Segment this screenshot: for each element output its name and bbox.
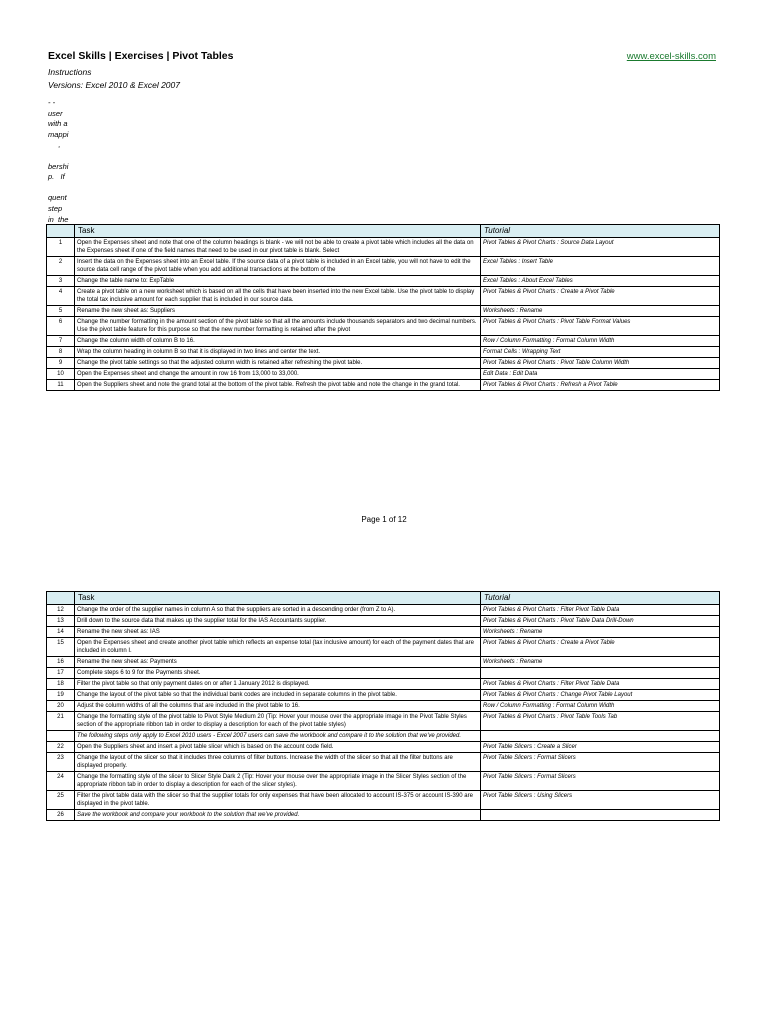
- page-number: Page 1 of 12: [361, 515, 407, 524]
- instructions-label: Instructions: [48, 67, 92, 77]
- tutorial-reference: Row / Column Formatting : Format Column Width: [481, 701, 720, 712]
- task-description: Change the pivot table settings so that the adjusted column width is retained after refreshing the pivot table.: [75, 358, 481, 369]
- task-description: Change the order of the supplier names in column A so that the suppliers are sorted in a descending order (from Z to A).: [75, 605, 481, 616]
- task-description: Create a pivot table on a new worksheet which is based on all the cells that have been inserted into the new Excel table. Use the pivot table to display the total tax inclusive amount for each supplier that is included in our source data.: [75, 287, 481, 306]
- table-row: [47, 627, 720, 638]
- tutorial-reference: Pivot Tables & Pivot Charts : Create a Pivot Table: [481, 287, 720, 306]
- table-row: [47, 306, 720, 317]
- clipped-side-text: - - user with a mappi , bershi p. If quent step in the: [48, 98, 69, 224]
- table-row: [47, 701, 720, 712]
- tutorial-reference: Pivot Tables & Pivot Charts : Pivot Table Tools Tab: [481, 712, 720, 731]
- table-header-row: [47, 225, 720, 238]
- tutorial-reference: Pivot Tables & Pivot Charts : Filter Pivot Table Data: [481, 679, 720, 690]
- tutorial-reference: [481, 668, 720, 679]
- task-number: 12: [47, 605, 75, 616]
- table-row: [47, 605, 720, 616]
- tutorial-reference: Worksheets : Rename: [481, 657, 720, 668]
- task-description: Change the formatting style of the slicer to Slicer Style Dark 2 (Tip: Hover your mouse over the appropriate image in the Slicer Styles section of the appropriate ribbon tab in order to display a description for each of the slicer styles).: [75, 772, 481, 791]
- tutorial-reference: Edit Data : Edit Data: [481, 369, 720, 380]
- task-description: Complete steps 6 to 9 for the Payments sheet.: [75, 668, 481, 679]
- task-number: 13: [47, 616, 75, 627]
- task-description: Change the column width of column B to 16.: [75, 336, 481, 347]
- tutorial-reference: Row / Column Formatting : Format Column Width: [481, 336, 720, 347]
- task-number: 23: [47, 753, 75, 772]
- header-task: Task: [75, 225, 481, 238]
- task-number: [47, 731, 75, 742]
- task-description: Rename the new sheet as: IAS: [75, 627, 481, 638]
- table-row: [47, 657, 720, 668]
- task-description: Change the layout of the slicer so that it includes three columns of filter buttons. Increase the width of the slicer so that all the filter buttons are displayed properly.: [75, 753, 481, 772]
- task-description: Filter the pivot table so that only payment dates on or after 1 January 2012 is displayed.: [75, 679, 481, 690]
- task-number: 21: [47, 712, 75, 731]
- table-row: [47, 257, 720, 276]
- task-description: Open the Expenses sheet and note that one of the column headings is blank - we will not be able to create a pivot table which includes all the data on the Expenses sheet if one of the field names that need to be used in our pivot table is blank. Select: [75, 238, 481, 257]
- table-header-row: [47, 592, 720, 605]
- tutorial-reference: [481, 810, 720, 821]
- task-description: Open the Expenses sheet and create another pivot table which reflects an expense total (tax inclusive amount) for each of the payment dates that are included in column I.: [75, 638, 481, 657]
- tutorial-reference: Pivot Tables & Pivot Charts : Pivot Table Data Drill-Down: [481, 616, 720, 627]
- table-row: [47, 638, 720, 657]
- task-number: 26: [47, 810, 75, 821]
- header-tutorial: Tutorial: [481, 592, 720, 605]
- task-number: 11: [47, 380, 75, 391]
- table-row: [47, 358, 720, 369]
- tutorial-reference: Pivot Tables & Pivot Charts : Source Data Layout: [481, 238, 720, 257]
- task-number: 14: [47, 627, 75, 638]
- table-row: [47, 690, 720, 701]
- table-row: [47, 731, 720, 742]
- task-description: The following steps only apply to Excel 2010 users - Excel 2007 users can save the workbook and compare it to the solution that we've provided.: [75, 731, 481, 742]
- website-link[interactable]: www.excel-skills.com: [626, 51, 716, 62]
- header-task: Task: [75, 592, 481, 605]
- task-table-page-2: [46, 591, 720, 821]
- tutorial-reference: Pivot Tables & Pivot Charts : Pivot Table Column Width: [481, 358, 720, 369]
- tutorial-reference: Pivot Tables & Pivot Charts : Refresh a Pivot Table: [481, 380, 720, 391]
- task-number: 3: [47, 276, 75, 287]
- tutorial-reference: Pivot Tables & Pivot Charts : Create a Pivot Table: [481, 638, 720, 657]
- tutorial-reference: Pivot Table Slicers : Using Slicers: [481, 791, 720, 810]
- table-row: [47, 772, 720, 791]
- table-row: [47, 668, 720, 679]
- task-number: 24: [47, 772, 75, 791]
- table-row: [47, 616, 720, 627]
- header-num: [47, 225, 75, 238]
- task-number: 7: [47, 336, 75, 347]
- task-number: 5: [47, 306, 75, 317]
- table-row: [47, 287, 720, 306]
- task-description: Change the formatting style of the pivot table to Pivot Style Medium 20 (Tip: Hover your mouse over the appropriate image in the Pivot Table Styles section of the appropriate ribbon tab in order to display a description for each of the pivot table styles): [75, 712, 481, 731]
- task-number: 9: [47, 358, 75, 369]
- versions-label: Versions: Excel 2010 & Excel 2007: [48, 80, 180, 90]
- task-description: Change the layout of the pivot table so that the individual bank codes are included in separate columns in the pivot table.: [75, 690, 481, 701]
- task-description: Open the Expenses sheet and change the amount in row 16 from 13,000 to 33,000.: [75, 369, 481, 380]
- tutorial-reference: Pivot Tables & Pivot Charts : Pivot Table Format Values: [481, 317, 720, 336]
- task-table-page-1: [46, 224, 720, 391]
- task-number: 6: [47, 317, 75, 336]
- table-row: [47, 238, 720, 257]
- tutorial-reference: Pivot Table Slicers : Format Slicers: [481, 753, 720, 772]
- task-description: Change the table name to: ExpTable: [75, 276, 481, 287]
- tutorial-reference: Worksheets : Rename: [481, 627, 720, 638]
- task-number: 2: [47, 257, 75, 276]
- task-number: 18: [47, 679, 75, 690]
- tutorial-reference: [481, 731, 720, 742]
- task-description: Drill down to the source data that makes up the supplier total for the IAS Accountants supplier.: [75, 616, 481, 627]
- tutorial-reference: Excel Tables : About Excel Tables: [481, 276, 720, 287]
- tutorial-reference: Worksheets : Rename: [481, 306, 720, 317]
- task-number: 22: [47, 742, 75, 753]
- tutorial-reference: Pivot Tables & Pivot Charts : Change Pivot Table Layout: [481, 690, 720, 701]
- task-number: 20: [47, 701, 75, 712]
- task-number: 15: [47, 638, 75, 657]
- task-number: 17: [47, 668, 75, 679]
- task-number: 19: [47, 690, 75, 701]
- table-row: [47, 380, 720, 391]
- task-description: Insert the data on the Expenses sheet into an Excel table. If the source data of a pivot table is included in an Excel table, you will not have to edit the source data cell range of the pivot table when you add additional transactions at the bottom of the: [75, 257, 481, 276]
- tutorial-reference: Excel Tables : Insert Table: [481, 257, 720, 276]
- task-number: 4: [47, 287, 75, 306]
- task-description: Wrap the column heading in column B so that it is displayed in two lines and center the text.: [75, 347, 481, 358]
- table-row: [47, 810, 720, 821]
- tutorial-reference: Pivot Table Slicers : Create a Slicer: [481, 742, 720, 753]
- table-row: [47, 317, 720, 336]
- table-row: [47, 369, 720, 380]
- table-row: [47, 336, 720, 347]
- task-description: Rename the new sheet as: Payments: [75, 657, 481, 668]
- task-description: Open the Suppliers sheet and note the grand total at the bottom of the pivot table. Refresh the pivot table and note the change in the grand total.: [75, 380, 481, 391]
- task-description: Save the workbook and compare your workbook to the solution that we've provided.: [75, 810, 481, 821]
- header-tutorial: Tutorial: [481, 225, 720, 238]
- task-description: Filter the pivot table data with the slicer so that the supplier totals for only expenses that have been allocated to account IS-375 or account IS-390 are displayed in the pivot table.: [75, 791, 481, 810]
- table-row: [47, 276, 720, 287]
- table-row: [47, 742, 720, 753]
- doc-title: Excel Skills | Exercises | Pivot Tables: [48, 50, 234, 62]
- task-description: Open the Suppliers sheet and insert a pivot table slicer which is based on the account code field.: [75, 742, 481, 753]
- task-number: 16: [47, 657, 75, 668]
- task-number: 1: [47, 238, 75, 257]
- tutorial-reference: Pivot Table Slicers : Format Slicers: [481, 772, 720, 791]
- table-row: [47, 679, 720, 690]
- task-description: Rename the new sheet as: Suppliers: [75, 306, 481, 317]
- task-description: Change the number formatting in the amount section of the pivot table so that all the amounts include thousands separators and two decimal numbers. Use the pivot table feature for this purpose so that the new number formatting is retained after the pivot: [75, 317, 481, 336]
- task-number: 8: [47, 347, 75, 358]
- tutorial-reference: Pivot Tables & Pivot Charts : Filter Pivot Table Data: [481, 605, 720, 616]
- table-row: [47, 712, 720, 731]
- task-number: 25: [47, 791, 75, 810]
- table-row: [47, 753, 720, 772]
- table-row: [47, 347, 720, 358]
- task-number: 10: [47, 369, 75, 380]
- header-num: [47, 592, 75, 605]
- tutorial-reference: Format Cells : Wrapping Text: [481, 347, 720, 358]
- task-description: Adjust the column widths of all the columns that are included in the pivot table to 16.: [75, 701, 481, 712]
- table-row: [47, 791, 720, 810]
